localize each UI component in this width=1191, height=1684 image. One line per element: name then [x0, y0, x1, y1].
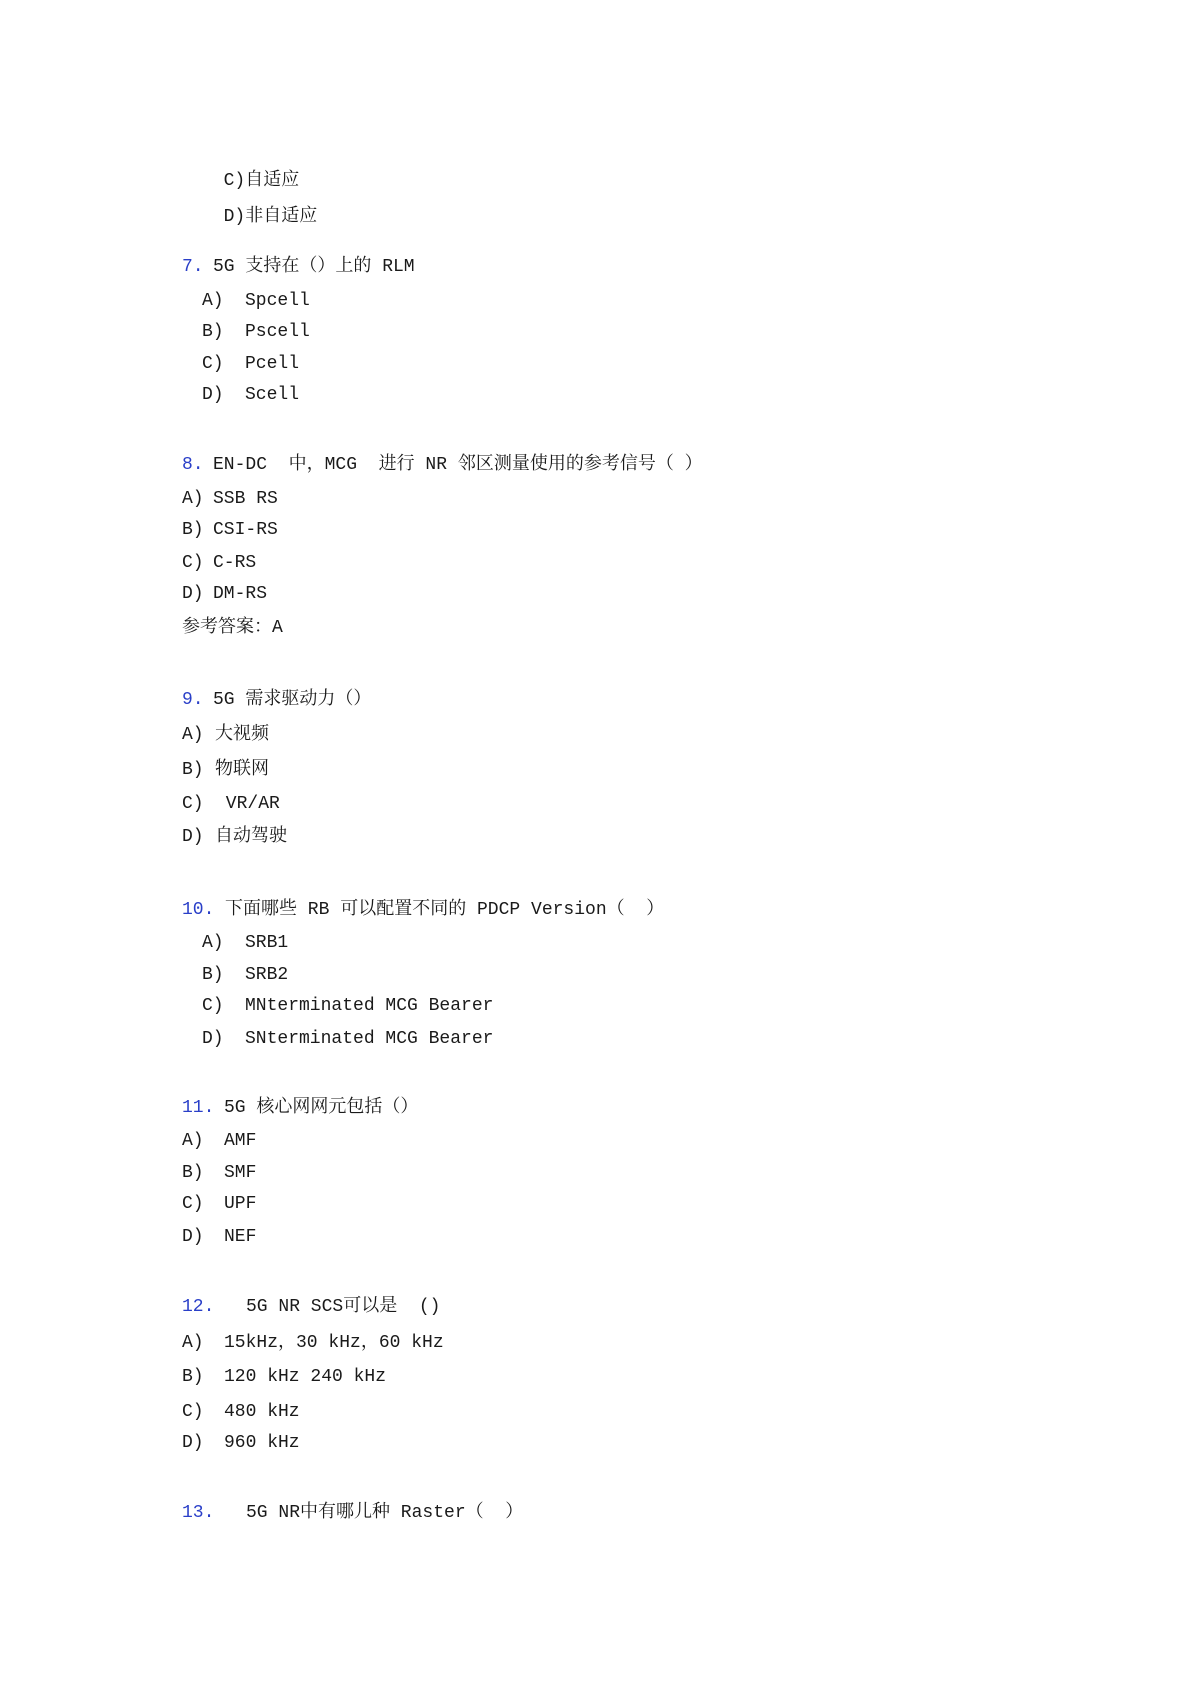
option-line — [202, 932, 702, 954]
question-text: 5G NR SCS可以是 () — [246, 1297, 441, 1317]
question-number: 9. — [182, 690, 204, 710]
option-label: C) — [223, 171, 246, 191]
option-line — [182, 488, 582, 510]
question-12 — [182, 1296, 882, 1318]
option-label: D) — [182, 1227, 204, 1247]
option-text: Pcell — [245, 354, 300, 374]
option-line — [202, 964, 702, 986]
question-text: 5G NR中有哪儿种 Raster（ ） — [246, 1503, 524, 1523]
option-line — [202, 995, 702, 1017]
option-label: B) — [182, 520, 204, 540]
option-line — [202, 353, 602, 375]
option-label: B) — [182, 1367, 204, 1387]
reference-answer: 参考答案：A — [182, 618, 283, 638]
option-label: A) — [202, 933, 224, 953]
option-label: C) — [182, 794, 204, 814]
option-line — [202, 184, 318, 227]
question-11 — [182, 1097, 882, 1119]
option-text: 15kHz，30 kHz，60 kHz — [224, 1333, 444, 1353]
option-label: A) — [202, 291, 224, 311]
option-text: SRB2 — [245, 965, 289, 985]
question-number: 11. — [182, 1098, 215, 1118]
option-text: 物联网 — [215, 760, 269, 780]
option-label: B) — [182, 760, 204, 780]
option-line — [182, 1332, 682, 1354]
option-line — [182, 724, 582, 746]
option-label: A) — [182, 1333, 204, 1353]
option-line — [182, 793, 582, 815]
option-text: 非自适应 — [245, 207, 318, 227]
option-text: 自动驾驶 — [215, 827, 287, 847]
question-8 — [182, 454, 982, 476]
option-text: SRB1 — [245, 933, 289, 953]
option-line — [182, 1366, 682, 1388]
option-text: NEF — [224, 1227, 257, 1247]
option-label: B) — [202, 965, 224, 985]
question-9 — [182, 689, 882, 711]
option-label: C) — [182, 1402, 204, 1422]
option-text: CSI-RS — [213, 520, 278, 540]
option-label: C) — [202, 354, 224, 374]
option-label: C) — [182, 553, 204, 573]
option-label: C) — [202, 996, 224, 1016]
option-text: MNterminated MCG Bearer — [245, 996, 494, 1016]
question-number: 10. — [182, 900, 215, 920]
option-label: D) — [202, 1029, 224, 1049]
option-line — [182, 1401, 682, 1423]
option-label: A) — [182, 725, 204, 745]
option-line — [202, 148, 300, 191]
question-7 — [182, 256, 882, 278]
question-10 — [182, 899, 982, 921]
option-line — [182, 759, 582, 781]
option-text: VR/AR — [215, 794, 280, 814]
option-text: DM-RS — [213, 584, 268, 604]
option-line — [182, 583, 582, 605]
option-line — [182, 1432, 682, 1454]
option-line — [182, 1193, 582, 1215]
option-label: A) — [182, 1131, 204, 1151]
option-text: 960 kHz — [224, 1433, 300, 1453]
question-13 — [182, 1502, 882, 1524]
option-line — [182, 1226, 582, 1248]
option-text: SMF — [224, 1163, 257, 1183]
option-text: AMF — [224, 1131, 257, 1151]
option-line — [182, 1162, 582, 1184]
option-text: Spcell — [245, 291, 310, 311]
option-line — [202, 1028, 702, 1050]
option-label: D) — [202, 385, 224, 405]
option-label: A) — [182, 489, 204, 509]
option-label: B) — [182, 1163, 204, 1183]
option-label: D) — [223, 207, 246, 227]
option-text: SNterminated MCG Bearer — [245, 1029, 494, 1049]
question-number: 12. — [182, 1297, 215, 1317]
option-text: UPF — [224, 1194, 257, 1214]
option-line — [202, 290, 602, 312]
question-number: 7. — [182, 257, 204, 277]
option-label: D) — [182, 584, 204, 604]
option-line — [182, 1130, 582, 1152]
option-label: D) — [182, 827, 204, 847]
option-text: Pscell — [245, 322, 310, 342]
option-label: C) — [182, 1194, 204, 1214]
question-text: 5G 核心网网元包括（） — [224, 1098, 419, 1118]
question-text: 5G 支持在（）上的 RLM — [213, 257, 415, 277]
option-text: 大视频 — [215, 725, 269, 745]
option-label: D) — [182, 1433, 204, 1453]
question-text: 5G 需求驱动力（） — [213, 690, 372, 710]
option-text: 480 kHz — [224, 1402, 300, 1422]
option-text: 120 kHz 240 kHz — [224, 1367, 387, 1387]
option-text: C-RS — [213, 553, 257, 573]
option-line — [182, 519, 582, 541]
option-label: B) — [202, 322, 224, 342]
question-text: EN-DC 中，MCG 进行 NR 邻区测量使用的参考信号（ ） — [213, 455, 703, 475]
option-line — [182, 826, 582, 848]
question-text: 下面哪些 RB 可以配置不同的 PDCP Version（ ） — [225, 900, 665, 920]
option-text: 自适应 — [245, 171, 300, 191]
option-text: SSB RS — [213, 489, 278, 509]
option-line — [202, 321, 602, 343]
option-line — [182, 552, 582, 574]
question-number: 8. — [182, 455, 204, 475]
question-number: 13. — [182, 1503, 215, 1523]
option-text: Scell — [245, 385, 300, 405]
option-line — [202, 384, 602, 406]
